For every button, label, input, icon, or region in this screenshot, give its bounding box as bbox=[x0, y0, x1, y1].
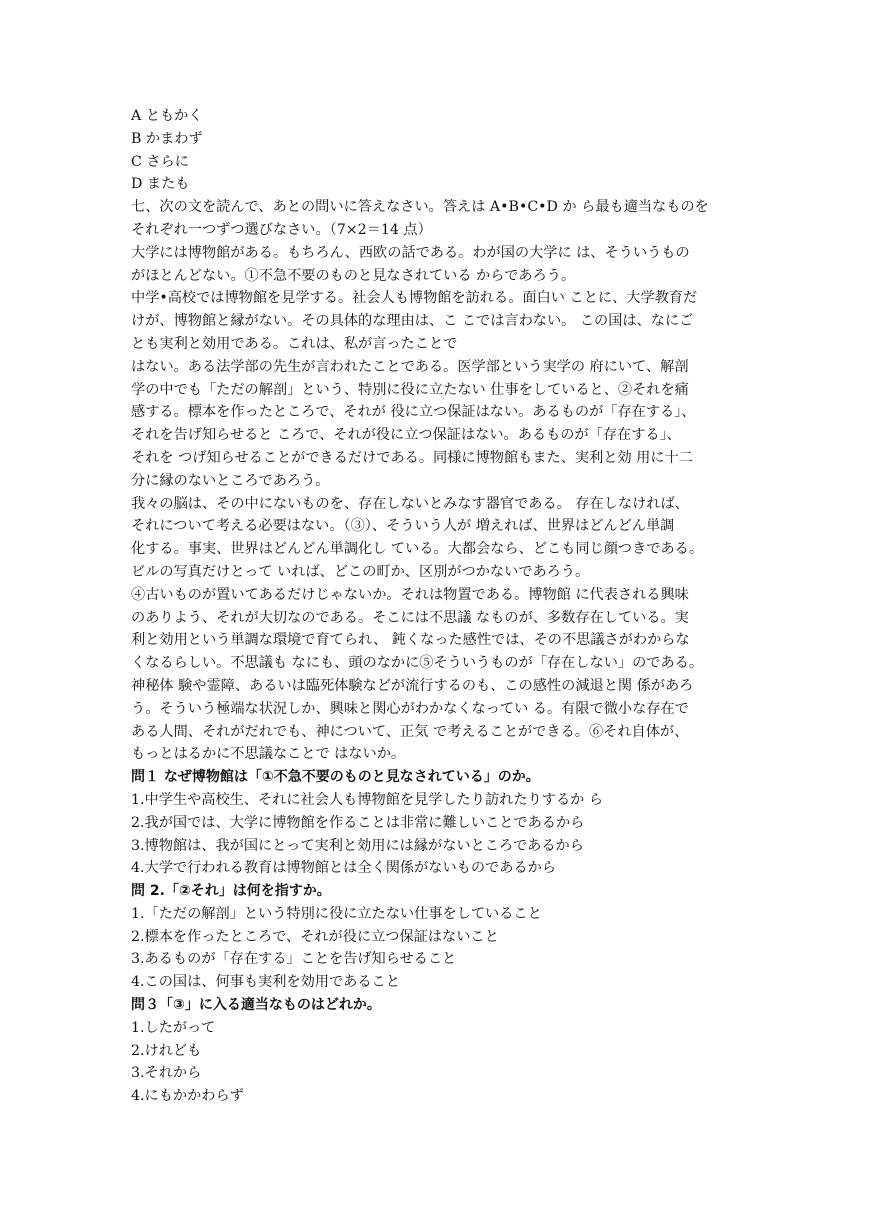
passage-line: 化する。事実、世界はどんどん単調化し ている。大都会なら、どこも同じ顔つきである。 bbox=[131, 541, 704, 558]
passage-line: 中学•高校では博物館を見学する。社会人も博物館を訪れる。面白い ことに、大学教育だ bbox=[131, 290, 698, 307]
passage-line: 大学には博物館がある。もちろん、西欧の話である。わが国の大学に は、そういうもの bbox=[131, 244, 690, 261]
exam-page bbox=[131, 105, 739, 1108]
passage-line: はない。ある法学部の先生が言われたことである。医学部という実学の 府にいて、解剖 bbox=[131, 358, 689, 375]
question-2 bbox=[131, 880, 739, 994]
passage-line: 学の中でも「ただの解剖」という、特別に役に立たない 仕事をしていると、②それを痛 bbox=[131, 381, 689, 398]
instruction-line: 七、次の文を読んで、あとの問いに答えなさい。答えは A•B•C•D か ら最も適当なものを bbox=[131, 199, 709, 216]
answer-choice: 1.中学生や高校生、それに社会人も博物館を見学したり訪れたりするか ら bbox=[131, 791, 604, 808]
passage-line: 分に縁のないところであろう。 bbox=[131, 472, 330, 489]
passage-line: もっとはるかに不思議なことで はないか。 bbox=[131, 746, 406, 763]
question-prompt: 問 2.「②それ」は何を指すか。 bbox=[131, 883, 331, 900]
answer-choice: 4.大学で行われる教育は博物館とは全く関係がないものであるから bbox=[131, 860, 556, 877]
previous-question-options bbox=[131, 105, 739, 196]
answer-choice: 2.我が国では、大学に博物館を作ることは非常に難しいことであるから bbox=[131, 814, 585, 831]
passage-line: のありよう、それが大切なのである。そこには不思議 なものが、多数存在している。実 bbox=[131, 609, 689, 626]
passage-line: くなるらしい。不思議も なにも、頭のなかに⑤そういうものが「存在しない」のである。 bbox=[131, 655, 704, 672]
passage-line: 神秘体 験や霊障、あるいは臨死体験などが流行するのも、この感性の減退と関 係があろ bbox=[131, 677, 694, 694]
answer-choice: 3.それから bbox=[131, 1065, 202, 1082]
answer-choice: 4.にもかかわらず bbox=[131, 1088, 244, 1105]
option-b: B かまわず bbox=[131, 130, 203, 147]
question-3 bbox=[131, 994, 739, 1108]
passage-line: ビルの写真だけとって いれば、どこの町か、区別がつかないであろう。 bbox=[131, 563, 590, 580]
passage-line: それを つげ知らせることができるだけである。同様に博物館もまた、実利と効 用に十二 bbox=[131, 449, 693, 466]
answer-choice: 2.けれども bbox=[131, 1042, 202, 1059]
passage-line: ある人間、それがだれでも、神について、正気 で考えることができる。⑥それ自体が、 bbox=[131, 723, 689, 740]
option-a: A ともかく bbox=[131, 108, 203, 124]
passage-line: それを告げ知らせると ころで、それが役に立つ保証はない。あるものが「存在する」、 bbox=[131, 427, 681, 444]
answer-choice: 1.したがって bbox=[131, 1019, 216, 1036]
answer-choice: 2.標本を作ったところで、それが役に立つ保証はないこと bbox=[131, 928, 499, 945]
passage-line: 感する。標本を作ったところで、それが 役に立つ保証はない。あるものが「存在する」、 bbox=[131, 404, 696, 421]
answer-choice: 1.「ただの解剖」という特別に役に立たない仕事をしていること bbox=[131, 905, 542, 922]
option-d: D またも bbox=[131, 176, 190, 193]
passage-line: ④古いものが置いてあるだけじゃないか。それは物置である。博物館 に代表される興味 bbox=[131, 586, 689, 603]
answer-choice: 4.この国は、何事も実利を効用であること bbox=[131, 974, 400, 991]
instruction-line: それぞれ一つずつ選びなさい。（7×2＝14 点） bbox=[131, 221, 432, 238]
answer-choice: 3.博物館は、我が国にとって実利と効用には縁がないところであるから bbox=[131, 837, 584, 854]
passage-line: けが、博物館と縁がない。その具体的な理由は、こ こでは言わない。 この国は、なにご bbox=[131, 313, 694, 330]
section-instructions bbox=[131, 196, 739, 242]
option-c: C さらに bbox=[131, 153, 189, 170]
passage-line: それについて考える必要はない。（③）、そういう人が 増えれば、世界はどんどん単調 bbox=[131, 518, 675, 535]
answer-choice: 3.あるものが「存在する」ことを告げ知らせること bbox=[131, 951, 457, 968]
passage-line: う。そういう極端な状況しか、興味と関心がわかなくなってい る。有限で微小な存在で bbox=[131, 700, 689, 717]
passage-line: 利と効用という単調な環境で育てられ、 鈍くなった感性では、その不思議さがわからな bbox=[131, 632, 690, 649]
passage-line: 我々の脳は、その中にないものを、存在しないとみなす器官である。 存在しなければ、 bbox=[131, 495, 689, 512]
question-prompt: 問３「③」に入る適当なものはどれか。 bbox=[131, 997, 381, 1014]
passage-line: とも実利と効用である。これは、私が言ったことで bbox=[131, 335, 458, 352]
passage-line: がほとんどない。①不急不要のものと見なされている からであろう。 bbox=[131, 267, 576, 284]
question-prompt: 問１ なぜ博物館は「①不急不要のものと見なされている」のか。 bbox=[131, 769, 540, 786]
reading-passage bbox=[131, 242, 739, 766]
question-1 bbox=[131, 766, 739, 880]
